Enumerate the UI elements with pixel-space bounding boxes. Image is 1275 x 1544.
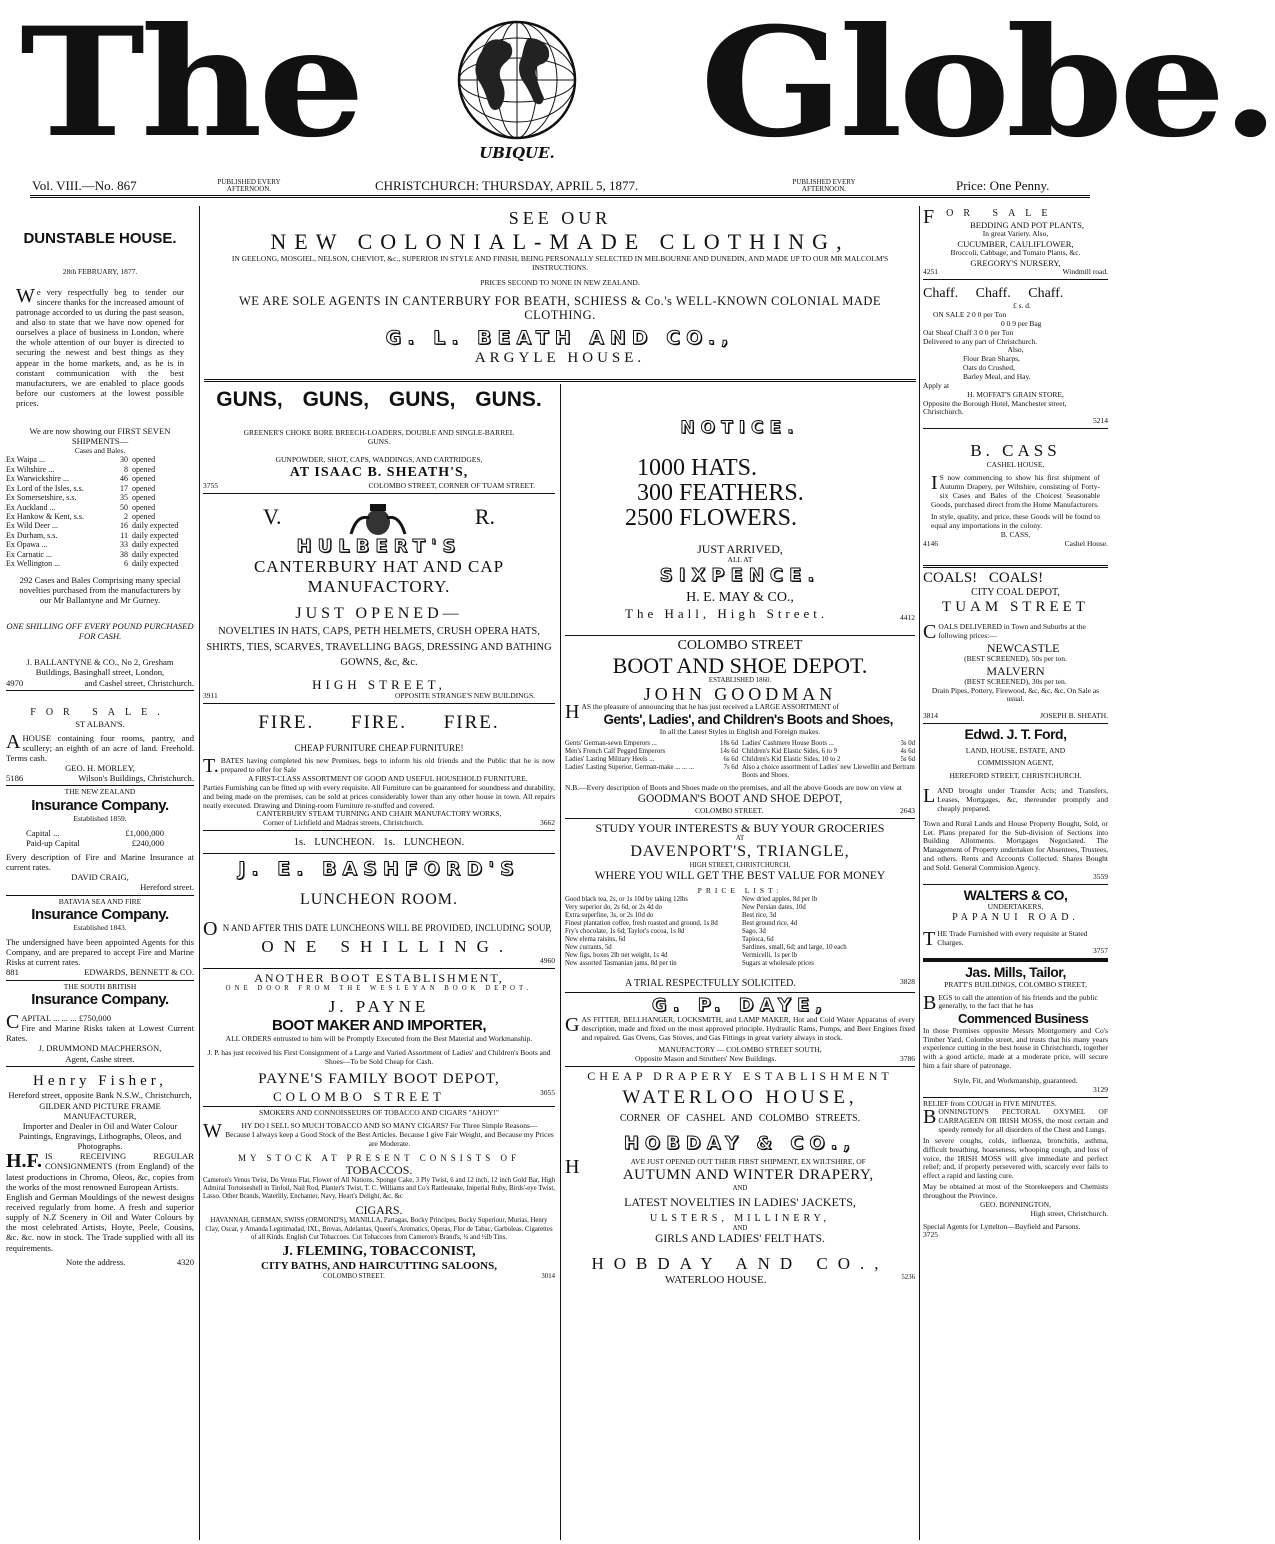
ship-name: Ex Lord of the Isles, s.s.: [6, 483, 84, 493]
royal-arms-icon: [343, 504, 413, 536]
price-row: [742, 764, 915, 780]
ship-status: opened: [132, 493, 156, 503]
ship-cases: 38: [120, 549, 128, 559]
masthead-title-right: Globe.: [700, 0, 1275, 171]
shipment-row: [6, 521, 194, 530]
shipment-row: [6, 474, 194, 483]
ship-status: daily expected: [132, 549, 179, 559]
price-row: Best rice, 3d: [742, 912, 777, 920]
price-row: [565, 740, 738, 748]
price-value: 6s 6d: [723, 756, 738, 764]
ad-edwd-ford: Edwd. J. T. Ford, LAND, HOUSE, ESTATE, AND COMMISSION AGENT, HEREFORD STREET, CHRISTCHURCH. LAND brought under Transfer Acts; and Transfers, Leases, Mortgages, &c, thereunder promptly and cheaply prepared. Town and Rural Lands and House Property Bought, Sold, or Let. Plans prepared for the Sub-division of Sections into Building Allotments. Mortgages Negociated. The Management of Property undertaken for Absentees, Trustees, and others. Rents and Accounts Collected. Shares Bought and Sold. General Commision Agency. 3559: [923, 724, 1108, 884]
price: Price: One Penny.: [956, 178, 1050, 193]
ad-beath-clothing: SEE OUR NEW COLONIAL-MADE CLOTHING, IN GEELONG, MOSGIEL, NELSON, CHEVIOT, &c., SUPERIOR IN STYLE AND FINISH, BEING PERSONALLY SELECTED IN MELBOURNE AND DUNEDIN, AND MADE UP TO OUR MR MALCOLM'S INSTRUCTIONS. PRICES SECOND TO NONE IN NEW ZEALAND. WE ARE SOLE AGENTS IN CANTERBURY FOR BEATH, SCHIESS & Co.'s WELL-KNOWN COLONIAL MADE CLOTHING. G. L. BEATH AND CO., ARGYLE HOUSE.: [204, 208, 916, 382]
shipment-row: [6, 484, 194, 493]
ship-count: [114, 550, 194, 559]
ship-cases: 30: [120, 455, 128, 465]
shipment-row: [6, 503, 194, 512]
ship-count: [114, 455, 194, 464]
ship-cases: 33: [120, 540, 128, 550]
ad-batavia-insurance: BATAVIA SEA AND FIRE Insurance Company. Established 1843. The undersigned have been appointed Agents for this Company, and are prepared to accept Fire and Marine Risks at current rates. 881 EDWARDS, BENNETT & CO.: [6, 896, 194, 981]
volume-number: Vol. VIII.—No. 867: [32, 178, 137, 193]
shipment-row: [6, 493, 194, 502]
column-2: [203, 386, 555, 1540]
shipment-row: [6, 540, 194, 549]
ship-cases: 50: [120, 502, 128, 512]
ad-bashford-luncheon: 1s. LUNCHEON. 1s. LUNCHEON. J. E. BASHFORD'S LUNCHEON ROOM. ON AND AFTER THIS DATE LUNCHEONS WILL BE PROVIDED, INCLUDING SOUP, ONE SHILLING. 4960: [203, 831, 555, 969]
boot-price-list: [565, 740, 915, 780]
ship-status: daily expected: [132, 559, 179, 569]
ad-dunstable-house: DUNSTABLE HOUSE. 28th FEBRUARY, 1877. We very respectfully beg to tender our sincere thanks for the increased amount of patronage accorded to us during the past season, and also to state that we have now opened for ourselves a place of business in London, where the whole attention of our buyer is directed to securing the newest and best things as they appear in the home markets, and, as he is in constant communication with the best manufacturers, we are enabled to place goods before our customers at the lowest possible prices. We are now showing our FIRST SEVEN SHIPMENTS— Cases and Bales. Ex Waipa ... 30 opened Ex Wiltshire ... 8 opened Ex Warwickshire ... 46 opened Ex Lord of the Isles, s.s. 17 opened Ex Somersetshire, s.s. 35 opened Ex Auckland ... 50 opened Ex Hankow & Kent, s.s. 2 opened Ex Wild Deer ... 16 daily expected Ex Durham, s.s. 11 daily expected Ex Opawa ... 33 daily expected Ex Carnatic ... 38 daily expected Ex Wellington ... 6 daily expected 292 Cases and Bales Comprising many special novelties purchased from the manufacturers by our Mr Ballantyne and Mr Gurney. ONE SHILLING OFF EVERY POUND PURCHASED FOR CASH. J. BALLANTYNE & CO., No 2, Gresham Buildings, Basinghall street, London, 4970 and Cashel street, Christchurch.: [6, 206, 194, 691]
ad-hulberts: V. R. HULBERT'S CANTERBURY HAT AND CAP MANUFACTORY. JUST OPENED— NOVELTIES IN HATS, CAPS, PETH HELMETS, CRUSH OPERA HATS, SHIRTS, TIES, SCARVES, TRAVELLING BAGS, DRESSING AND BATHING GOWNS, &c, &c. HIGH STREET, 3911 OPPOSITE STRANGE'S NEW BUILDINGS.: [203, 494, 555, 705]
ship-count: [114, 559, 194, 568]
price-row: Tapioca, 6d: [742, 936, 774, 944]
ship-count: [114, 493, 194, 502]
ship-cases: 6: [124, 559, 128, 569]
ship-status: daily expected: [132, 540, 179, 550]
ad-for-sale-st-albans: FOR SALE. ST ALBAN'S. AHOUSE containing four rooms, pantry, and scullery; an eighth of an acre of land. Freehold. Terms cash. GEO. H. MORLEY, 5186 Wilson's Buildings, Christchurch.: [6, 697, 194, 787]
price-item: Ladies' Lasting Military Heels ...: [565, 756, 655, 764]
price-row: Fry's chocolate, 1s 6d; Taylor's cocoa, 1s 8d: [565, 928, 685, 936]
column-3: [565, 386, 915, 1540]
price-row: New figs, boxes 2lb net weight, 1s 4d: [565, 952, 668, 960]
ship-name: Ex Wiltshire ...: [6, 464, 55, 474]
ship-count: [114, 512, 194, 521]
ad-title: DUNSTABLE HOUSE.: [23, 230, 177, 247]
ship-name: Ex Wellington ...: [6, 559, 61, 569]
ad-goodman-boots: COLOMBO STREET BOOT AND SHOE DEPOT. ESTABLISHED 1860. JOHN GOODMAN HAS the pleasure of announcing that he has just received a LARGE ASSORTMENT of Gents', Ladies', and Children's Boots and Shoes, In all the Latest Styles in English and Foreign makes. Gents' German-sewn Emperors ... 18s 6d Men's French Calf Pegged Emperors 14s 6d Ladies' Lasting Military Heels ... 6s 6d Ladies' Lasting Superior, German-make ... ... ... 7s 6d Ladies' Cashmere House Boots ... 3s 0d Children's Kid Elastic Sides, 6 to 9 4s 6d Children's Kid Elastic Sides, 10 to 2 5s 6d Also a choice assortment of Ladies' new Llewellin and Bertram Boots and Shoes. N.B.—Every description of Boots and Shoes made on the premises, and all the above Goods are now on view at GOODMAN'S BOOT AND SHOE DEPOT, COLOMBO STREET. 2643: [565, 636, 915, 818]
price-row: New elema raisins, 6d: [565, 936, 626, 944]
shipment-row: [6, 531, 194, 540]
ad-bonnington-oxymel: RELIEF from COUGH in FIVE MINUTES. BONNINGTON'S PECTORAL OXYMEL OF CARRAGEEN OR IRISH MOSS, the most certain and speedy remedy for all disorders of the Chest and Lungs. In severe coughs, colds, influenza, bronchitis, asthma, difficult breathing, hoarseness, whooping cough, and loss of voice, the IRISH MOSS will give immediate and perfect relief; and, if properly persevered with, scarcely ever fails to effect a rapid and lasting cure. May be obtained at most of the Storekeepers and Chemists throughout the Province. GEO. BONNINGTON, High street, Christchurch. Special Agents for Lyttelton—Bayfield and Parsons. 3725: [923, 1098, 1108, 1240]
ship-cases: 35: [120, 493, 128, 503]
publication-note-right: PUBLISHED EVERY AFTERNOON.: [792, 178, 856, 193]
shipment-row: [6, 559, 194, 568]
ship-cases: 8: [124, 464, 128, 474]
price-item: Also a choice assortment of Ladies' new Llewellin and Bertram Boots and Shoes.: [742, 764, 915, 780]
ship-name: Ex Auckland ...: [6, 502, 56, 512]
shipment-row: [6, 455, 194, 464]
price-row: New dried apples, 8d per lb: [742, 896, 818, 904]
ad-walters-undertakers: WALTERS & CO, UNDERTAKERS, PAPANUI ROAD. THE Trade Furnished with every requisite at Stated Charges. 3757: [923, 885, 1108, 963]
ad-henry-fisher: Henry Fisher, Hereford street, opposite Bank N.S.W., Christchurch, GILDER AND PICTURE FRAME MANUFACTURER, Importer and Dealer in Oil and Water Colour Paintings, Engravings, Lithographs, Oleos, and Photographs. H.F. IS RECEIVING REGULAR CONSIGNMENTS (from England) of the latest productions in Chromo, Oleos, &c, copies from the works of the most renowned European Artists. English and German Mouldings of the newest designs received regularly from home. A fresh and superior supply of N.Z Scenery in Oil and Water Colours by the most celebrated Artists, Hoyte, Peele, Cousins, &c. &c. now in stock. The Trade supplied with all its requirements. Note the address. 4320: [6, 1072, 194, 1267]
price-value: 4s 6d: [900, 748, 915, 756]
grocery-price-list: [565, 896, 915, 968]
column-4: [923, 206, 1108, 1540]
ship-status: daily expected: [132, 530, 179, 540]
ship-name: Ex Durham, s.s.: [6, 530, 58, 540]
masthead: [0, 0, 1275, 171]
ad-mills-tailor: Jas. Mills, Tailor, PRATT'S BUILDINGS, COLOMBO STREET, BEGS to call the attention of his friends and the public generally, to the fact that he has Commenced Business In those Premises opposite Messrs Montgomery and Co's Timber Yard, Colombo street, and trusts that his many years experience cutting in the best house in Christchurch, together with a good article, made at a moderate price, will secure him a fair share of patronage. Style, Fit, and Workmanship, guaranteed. 3129: [923, 962, 1108, 1097]
price-value: 5s 6d: [900, 756, 915, 764]
ship-cases: 16: [120, 521, 128, 531]
price-row: Sardines, small, 6d; and large, 10 each: [742, 944, 847, 952]
ship-status: opened: [132, 483, 156, 493]
price-row: [742, 748, 915, 756]
price-row: New assorted Tasmanian jams, 8d per tin: [565, 960, 677, 968]
ad-new-zealand-insurance: THE NEW ZEALAND Insurance Company. Established 1859. Capital ... £1,000,000 Paid-up Capital £240,000 Every description of Fire and Marine Insurance at current rates. DAVID CRAIG, Hereford street.: [6, 786, 194, 895]
ad-b-cass: B. CASS CASHEL HOUSE, IS now commencing to show his first shipment of Autumn Drapery, per Wiltshire, consisting of Forty-six Cases and Bales of the Choicest Seasonable Goods, purchased direct from the Home Manufacturers. In style, quality, and price, these Goods will be found to equal any importations in the colony. B. CASS, 4146 Cashel House.: [923, 429, 1108, 568]
price-value: 14s 6d: [720, 748, 738, 756]
price-row: New currants, 5d: [565, 944, 612, 952]
ship-cases: 11: [120, 530, 128, 540]
price-row: Extra superfine, 3s, or 2s 10d do: [565, 912, 654, 920]
ship-name: Ex Hankow & Kent, s.s.: [6, 511, 84, 521]
ship-status: opened: [132, 474, 156, 484]
place-date: CHRISTCHURCH: THURSDAY, APRIL 5, 1877.: [375, 178, 639, 193]
globe-emblem: [448, 8, 586, 168]
ad-fleming-tobacco: SMOKERS AND CONNOISSEURS OF TOBACCO AND CIGARS "AHOY!" WHY DO I SELL SO MUCH TOBACCO AND SO MANY CIGARS? For Three Simple Reasons— Because I always keep a Good Stock of the Best Articles. Because I give Fair Weight, and Because my Prices are Moderate. MY STOCK AT PRESENT CONSISTS OF TOBACCOS. Cameron's Venus Twist, Do Venus Flat, Flower of All Nations, Sponge Cake, 3 Ply Twist, 6 and 12 inch, 12 inch Gold Bar, High Admiral Tortoiseshell in Tinfoil, Nail Rod, Planter's Twist, T. C. Williams and Co's Rattlesnake, Imperial Ruby, Birds'-eye Twist, Lasso. Other Brands, Waterlily, Enchanter, Navy, Heart's Delight, &c, &c CIGARS. HAVANNAH, GERMAN, SWISS (ORMOND'S), MANILLA, Partagas, Bocky Principes, Bocky Superiour, Murias, Henry Clay, Oscar, y Amanda Legitimadad, IXL, Brevas, Adelantas, Queen's, Aromatics, Operas, Flor de Tabac, Garboleas. Cigarettes of all Kinds. English Cut Tobaccoes. Cut Tobaccoes from Cameron's Brand's, ¼ and ½lb Tins. J. FLEMING, TOBACCONIST, CITY BATHS, AND HAIRCUTTING SALOONS, COLOMBO STREET. 3014: [203, 1108, 555, 1281]
ad-south-british-insurance: THE SOUTH BRITISH Insurance Company. CAPITAL ... ... ... £750,000 Fire and Marine Risks taken at Lowest Current Rates. J. DRUMMOND MACPHERSON, Agent, Cashe street.: [6, 981, 194, 1067]
price-row: Best ground rice, 4d: [742, 920, 798, 928]
ad-daye-gasfitter: G. P. DAYE, GAS FITTER, BELLHANGER, LOCKSMITH, and LAMP MAKER, Hot and Cold Water Apparatus of every description, made and fixed on the most approved principle. Hydraulic Rams, Pumps, and Beer Engines fixed and repaired. Gas Ovens, Gas Stoves, and Gas Fittings in great variety always in stock. MANUFACTORY — COLOMBO STREET SOUTH, Opposite Mason and Struthers' New Buildings. 3786: [565, 993, 915, 1066]
ship-count: [114, 465, 194, 474]
ad-hobday-waterloo: CHEAP DRAPERY ESTABLISHMENT WATERLOO HOUSE, CORNER OF CASHEL AND COLOMBO STREETS. HOBDAY & CO., HAVE JUST OPENED OUT THEIR FIRST SHIPMENT, EX WILTSHIRE, OF AUTUMN AND WINTER DRAPERY, AND LATEST NOVELTIES IN LADIES' JACKETS, ULSTERS, MILLINERY, AND GIRLS AND LADIES' FELT HATS. HOBDAY AND CO., WATERLOO HOUSE. 5236: [565, 1068, 915, 1287]
ad-guns-sheath: GUNS, GUNS, GUNS, GUNS. GREENER'S CHOKE BORE BREECH-LOADERS, DOUBLE AND SINGLE-BARREL GUNS. GUNPOWDER, SHOT, CAPS, WADDINGS, AND CARTRIDGES, AT ISAAC B. SHEATH'S, 3755 COLOMBO STREET, CORNER OF TUAM STREET.: [203, 386, 555, 494]
ship-count: [114, 484, 194, 493]
price-row: Sugars at wholesale prices: [742, 960, 814, 968]
ship-count: [114, 521, 194, 530]
ad-gregory-nursery: FOR SALE BEDDING AND POT PLANTS, In great Variety. Also, CUCUMBER, CAULIFLOWER, Broccoli, Cabbage, and Tomato Plants, &c. GREGORY'S NURSERY, 4251 Windmill road.: [923, 206, 1108, 280]
ship-status: daily expected: [132, 521, 179, 531]
price-row: [565, 756, 738, 764]
ship-count: [114, 474, 194, 483]
publication-note-left: PUBLISHED EVERY AFTERNOON.: [217, 178, 281, 193]
price-value: 7s 6d: [723, 764, 738, 772]
ship-status: opened: [132, 511, 156, 521]
price-row: [565, 764, 738, 772]
ship-status: opened: [132, 502, 156, 512]
price-item: Men's French Calf Pegged Emperors: [565, 748, 666, 756]
dateline: [30, 176, 1090, 198]
price-row: Very superior do, 2s 6d, or 2s 4d do: [565, 904, 663, 912]
price-value: 18s 6d: [720, 740, 738, 748]
price-item: Ladies' Cashmere House Boots ...: [742, 740, 834, 748]
ad-notice-may: NOTICE. 1000 HATS. 300 FEATHERS. 2500 FLOWERS. JUST ARRIVED, ALL AT SIXPENCE. H. E. MAY & CO., The Hall, High Street. 4412: [565, 386, 915, 636]
ad-moffat-chaff: Chaff. Chaff. Chaff. £ s. d. ON SALE 2 0 0 per Ton 0 0 9 per Bag Oat Sheaf Chaff 3 0 0 per Ton Delivered to any part of Christchurch. Also, Flour Bran Sharps, Oats do Crushed, Barley Meal, and Hay. Apply at H. MOFFAT'S GRAIN STORE, Opposite the Borough Hotel, Manchester street, Christchurch. 5214: [923, 280, 1108, 429]
ship-status: opened: [132, 455, 156, 465]
price-value: 3s 0d: [900, 740, 915, 748]
ship-name: Ex Carnatic ...: [6, 549, 52, 559]
globe-motto: UBIQUE.: [479, 144, 555, 162]
shipment-row: [6, 550, 194, 559]
ship-count: [114, 503, 194, 512]
price-row: New Persian dates, 10d: [742, 904, 806, 912]
price-item: Children's Kid Elastic Sides, 6 to 9: [742, 748, 838, 756]
ship-name: Ex Wild Deer ...: [6, 521, 58, 531]
ship-name: Ex Somersetshire, s.s.: [6, 493, 77, 503]
price-item: Children's Kid Elastic Sides, 10 to 2: [742, 756, 841, 764]
shipment-row: [6, 512, 194, 521]
ad-fire-furniture: FIRE. FIRE. FIRE. CHEAP FURNITURE CHEAP FURNITURE! T.BATES having completed his new Premises, begs to inform his old friends and the Public that he is now prepared to offer for Sale A FIRST-CLASS ASSORTMENT OF GOOD AND USEFUL HOUSEHOLD FURNITURE. Parties Furnishing can be fitted up with every requisite. All Furniture can be guaranteed for soundness and durability, and being made on the premises, can be sold at prices considerably lower than any other house in town. All repairs neatly executed. Drawing and Dining-room Furniture re-stuffed and covered. CANTERBURY STEAM TURNING AND CHAIR MANUFACTORY WORKS, Corner of Lichfield and Madras streets, Christchurch. 3662: [203, 704, 555, 831]
ship-cases: 17: [120, 483, 128, 493]
price-row: Finest plantation coffee, fresh roasted and ground, 1s 8d: [565, 920, 718, 928]
ship-name: Ex Warwickshire ...: [6, 474, 69, 484]
price-row: [742, 740, 915, 748]
column-1: [6, 206, 194, 1540]
price-row: [742, 756, 915, 764]
price-item: Ladies' Lasting Superior, German-make ... ... ...: [565, 764, 694, 772]
ad-payne-boots: ANOTHER BOOT ESTABLISHMENT, ONE DOOR FROM THE WESLEYAN BOOK DEPOT. J. PAYNE BOOT MAKER AND IMPORTER, ALL ORDERS entrusted to him will be Promptly Executed from the Best Material and Workmanship. J. P. has just received his First Consignment of a Large and Varied Assortment of Ladies' and Children's Boots and Shoes—To be Sold Cheap for Cash. PAYNE'S FAMILY BOOT DEPOT, COLOMBO STREET 3055: [203, 969, 555, 1107]
ship-cases: 46: [120, 474, 128, 484]
price-row: Good black tea, 2s, or 1s 10d by taking 12lbs: [565, 896, 688, 904]
ship-count: [114, 540, 194, 549]
ad-city-coal-depot: COALS! COALS! CITY COAL DEPOT, TUAM STREET COALS DELIVERED in Town and Suburbs at the following prices:— NEWCASTLE (BEST SCREENED), 50s per ton. MALVERN (BEST SCREENED), 30s per ten. Drain Pipes, Pottery, Firewood, &c, &c, &c, On Sale as usual. 3814 JOSEPH B. SHEATH.: [923, 568, 1108, 724]
price-row: [565, 748, 738, 756]
ship-name: Ex Waipa ...: [6, 455, 45, 465]
ad-davenport-groceries: STUDY YOUR INTERESTS & BUY YOUR GROCERIES AT DAVENPORT'S, TRIANGLE, HIGH STREET, CHRISTCHURCH, WHERE YOU WILL GET THE BEST VALUE FOR MONEY PRICE LIST: Good black tea, 2s, or 1s 10d by taking 12lbs Very superior do, 2s 6d, or 2s 4d do Extra superfine, 3s, or 2s 10d do Finest plantation coffee, fresh roasted and ground, 1s 8d Fry's chocolate, 1s 6d; Taylor's cocoa, 1s 8d New elema raisins, 6d New currants, 5d New figs, boxes 2lb net weight, 1s 4d New assorted Tasmanian jams, 8d per tin New dried apples, 8d per lb New Persian dates, 10d Best rice, 3d Best ground rice, 4d Sago, 3d Tapioca, 6d Sardines, small, 6d; and large, 10 each Vermicelli, 1s per lb Sugars at wholesale prices A TRIAL RESPECTFULLY SOLICITED. 3828: [565, 819, 915, 993]
shipment-row: [6, 465, 194, 474]
ship-status: opened: [132, 464, 156, 474]
shipment-list: [6, 455, 194, 568]
ship-name: Ex Opawa ...: [6, 540, 48, 550]
masthead-title-left: The: [20, 0, 361, 171]
ship-count: [114, 531, 194, 540]
price-row: Vermicelli, 1s per lb: [742, 952, 798, 960]
ship-cases: 2: [124, 511, 128, 521]
price-row: Sago, 3d: [742, 928, 766, 936]
price-item: Gents' German-sewn Emperors ...: [565, 740, 657, 748]
